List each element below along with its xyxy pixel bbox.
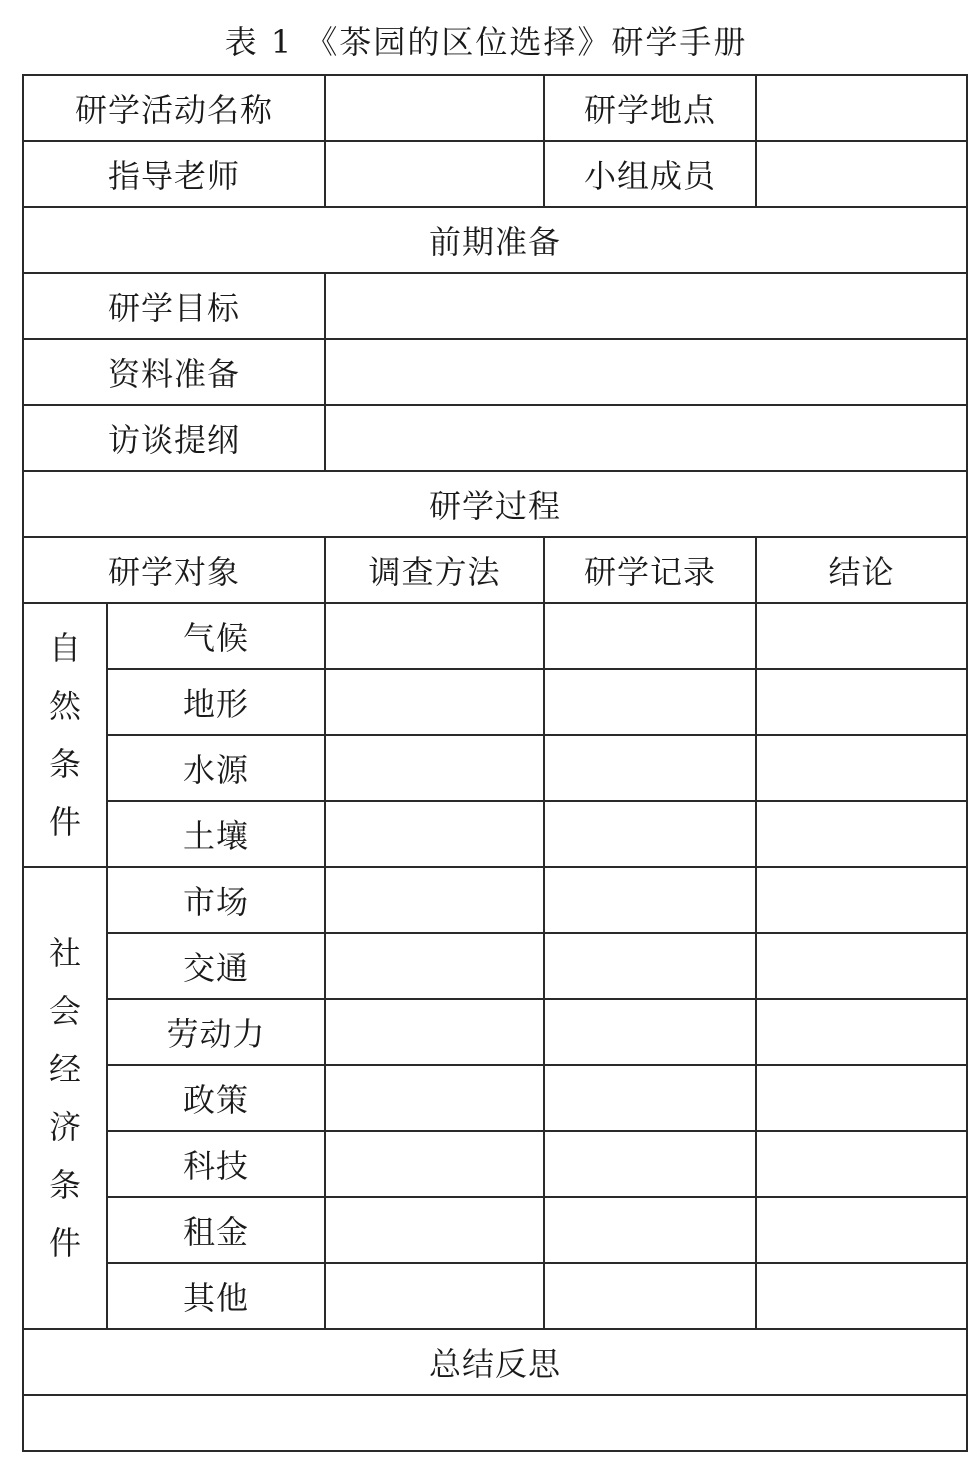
record-cell[interactable] xyxy=(544,735,756,801)
record-cell[interactable] xyxy=(544,1131,756,1197)
table-row xyxy=(23,735,967,801)
conclusion-cell[interactable] xyxy=(756,999,967,1065)
summary-section-title: 总结反思 xyxy=(23,1329,967,1395)
research-object-label: 地形 xyxy=(107,669,325,735)
record-cell[interactable] xyxy=(544,867,756,933)
method-cell[interactable] xyxy=(325,867,544,933)
column-header: 结论 xyxy=(756,537,967,603)
conclusion-cell[interactable] xyxy=(756,867,967,933)
record-cell[interactable] xyxy=(544,933,756,999)
conclusion-cell[interactable] xyxy=(756,1197,967,1263)
research-object-label: 土壤 xyxy=(107,801,325,867)
research-handbook-table xyxy=(22,74,968,1452)
column-header: 研学对象 xyxy=(23,537,325,603)
method-cell[interactable] xyxy=(325,735,544,801)
method-cell[interactable] xyxy=(325,1131,544,1197)
table-row xyxy=(23,405,967,471)
research-object-label: 政策 xyxy=(107,1065,325,1131)
group-label-char: 件 xyxy=(48,803,81,841)
table-row xyxy=(23,1197,967,1263)
method-cell[interactable] xyxy=(325,1263,544,1329)
conclusion-cell[interactable] xyxy=(756,801,967,867)
teacher-label: 指导老师 xyxy=(23,141,325,207)
group-label-char: 社 xyxy=(48,934,81,972)
method-cell[interactable] xyxy=(325,603,544,669)
research-object-label: 科技 xyxy=(107,1131,325,1197)
record-cell[interactable] xyxy=(544,669,756,735)
table-row xyxy=(23,1131,967,1197)
table-row xyxy=(23,1065,967,1131)
research-object-label: 租金 xyxy=(107,1197,325,1263)
teacher-field[interactable] xyxy=(325,141,544,207)
conclusion-cell[interactable] xyxy=(756,1263,967,1329)
group-label-char: 条 xyxy=(48,745,81,783)
conclusion-cell[interactable] xyxy=(756,1131,967,1197)
group-label-char: 会 xyxy=(48,992,81,1030)
group-label-char: 济 xyxy=(48,1108,81,1146)
members-field[interactable] xyxy=(756,141,967,207)
record-cell[interactable] xyxy=(544,603,756,669)
record-cell[interactable] xyxy=(544,999,756,1065)
group-label-char: 然 xyxy=(48,687,81,725)
table-row xyxy=(23,669,967,735)
conclusion-cell[interactable] xyxy=(756,669,967,735)
research-object-label: 水源 xyxy=(107,735,325,801)
prep-interview-field[interactable] xyxy=(325,405,967,471)
summary-field[interactable] xyxy=(23,1395,967,1451)
conclusion-cell[interactable] xyxy=(756,735,967,801)
group-label-char: 条 xyxy=(48,1166,81,1204)
process-section-title: 研学过程 xyxy=(23,471,967,537)
method-cell[interactable] xyxy=(325,1197,544,1263)
method-cell[interactable] xyxy=(325,933,544,999)
method-cell[interactable] xyxy=(325,669,544,735)
table-row xyxy=(23,867,967,933)
table-row xyxy=(23,339,967,405)
record-cell[interactable] xyxy=(544,801,756,867)
prep-item-label: 研学目标 xyxy=(23,273,325,339)
method-cell[interactable] xyxy=(325,1065,544,1131)
prep-item-label: 访谈提纲 xyxy=(23,405,325,471)
method-cell[interactable] xyxy=(325,999,544,1065)
group-label-char: 件 xyxy=(48,1224,81,1262)
method-cell[interactable] xyxy=(325,801,544,867)
activity-name-field[interactable] xyxy=(325,75,544,141)
record-cell[interactable] xyxy=(544,1197,756,1263)
conclusion-cell[interactable] xyxy=(756,933,967,999)
column-header: 调查方法 xyxy=(325,537,544,603)
natural-conditions-group-label xyxy=(23,603,107,867)
record-cell[interactable] xyxy=(544,1263,756,1329)
members-label: 小组成员 xyxy=(544,141,756,207)
research-object-label: 交通 xyxy=(107,933,325,999)
prep-materials-field[interactable] xyxy=(325,339,967,405)
conclusion-cell[interactable] xyxy=(756,603,967,669)
column-header: 研学记录 xyxy=(544,537,756,603)
prep-section-title: 前期准备 xyxy=(23,207,967,273)
table-row xyxy=(23,273,967,339)
table-row xyxy=(23,603,967,669)
location-field[interactable] xyxy=(756,75,967,141)
location-label: 研学地点 xyxy=(544,75,756,141)
research-object-label: 劳动力 xyxy=(107,999,325,1065)
social-economic-group-label xyxy=(23,867,107,1329)
table-row xyxy=(23,933,967,999)
research-object-label: 气候 xyxy=(107,603,325,669)
conclusion-cell[interactable] xyxy=(756,1065,967,1131)
group-label-char: 经 xyxy=(48,1050,81,1088)
table-row xyxy=(23,1263,967,1329)
activity-name-label: 研学活动名称 xyxy=(23,75,325,141)
research-object-label: 市场 xyxy=(107,867,325,933)
group-label-char: 自 xyxy=(48,629,81,667)
prep-goal-field[interactable] xyxy=(325,273,967,339)
research-object-label: 其他 xyxy=(107,1263,325,1329)
prep-item-label: 资料准备 xyxy=(23,339,325,405)
column-header-row xyxy=(23,537,967,603)
table-row xyxy=(23,999,967,1065)
record-cell[interactable] xyxy=(544,1065,756,1131)
table-row xyxy=(23,801,967,867)
table-caption: 表 1 《茶园的区位选择》研学手册 xyxy=(224,23,748,61)
